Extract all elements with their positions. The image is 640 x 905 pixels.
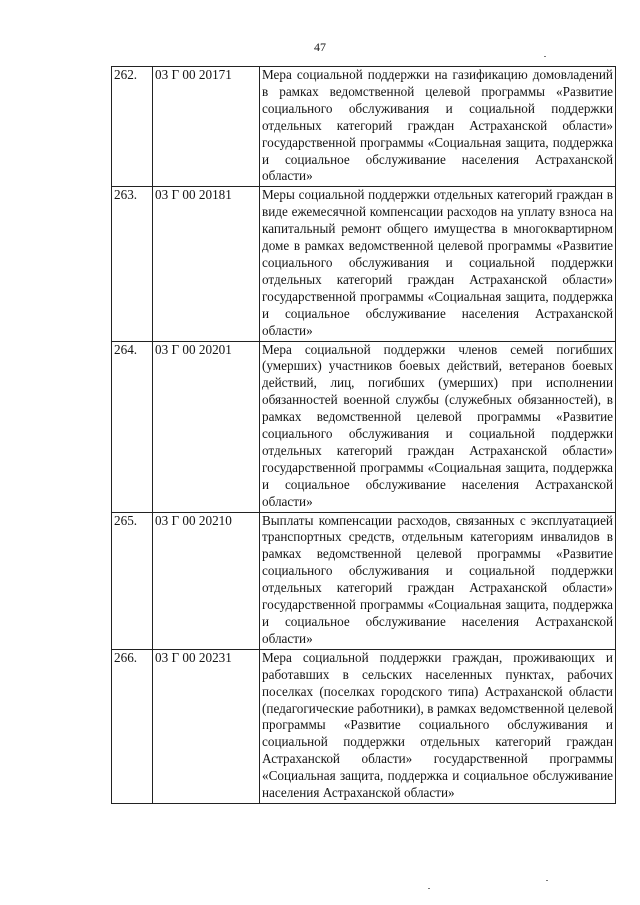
classification-code: 03 Г 00 20210 — [153, 512, 260, 649]
row-description: Меры социальной поддержки отдельных категорий граждан в виде ежемесячной компенсации расходов на уплату взноса на капитальный ремонт общего имущества в многоквартирном доме в рамках ведомственной целевой программы «Развитие социального обслуживания и социальной поддержки отдельных категорий граждан Астраханской области» государственной программы «Социальная защита, поддержка и социальное обслуживание населения Астраханской области» — [260, 187, 616, 341]
table-row — [112, 341, 616, 512]
row-description: Выплаты компенсации расходов, связанных с эксплуатацией транспортных средств, отдельным категориям инвалидов в рамках ведомственной целевой программы «Развитие социального обслуживания и социальной поддержки отдельных категорий граждан Астраханской области» государственной программы «Социальная защита, поддержка и социальное обслуживание населения Астраханской области» — [260, 512, 616, 649]
row-description: Мера социальной поддержки членов семей погибших (умерших) участников боевых действий, ветеранов боевых действий, лиц, погибших (умерших) при исполнении обязанностей военной службы (служебных обязанностей), в рамках ведомственной целевой программы «Развитие социального обслуживания и социальной поддержки отдельных категорий граждан Астраханской области» государственной программы «Социальная защита, поддержка и социальное обслуживание населения Астраханской области» — [260, 341, 616, 512]
scan-speck — [546, 880, 548, 881]
row-number: 265. — [112, 512, 153, 649]
table-row — [112, 649, 616, 803]
scan-speck — [428, 888, 430, 889]
budget-classification-table — [111, 66, 616, 804]
table-row — [112, 187, 616, 341]
page-number: 47 — [314, 40, 326, 54]
row-number: 262. — [112, 67, 153, 187]
classification-code: 03 Г 00 20171 — [153, 67, 260, 187]
table-row — [112, 67, 616, 187]
classification-code: 03 Г 00 20201 — [153, 341, 260, 512]
row-description: Мера социальной поддержки на газификацию домовладений в рамках ведомственной целевой программы «Развитие социального обслуживания и социальной поддержки отдельных категорий граждан Астраханской области» государственной программы «Социальная защита, поддержка и социальное обслуживание населения Астраханской области» — [260, 67, 616, 187]
row-description: Мера социальной поддержки граждан, проживающих и работавших в сельских населенных пунктах, рабочих поселках (поселках городского типа) Астраханской области (педагогические работники), в рамках ведомственной целевой программы «Развитие социального обслуживания и социальной поддержки отдельных категорий граждан Астраханской области» государственной программы «Социальная защита, поддержка и социальное обслуживание населения Астраханской области» — [260, 649, 616, 803]
scan-speck — [544, 56, 546, 57]
row-number: 266. — [112, 649, 153, 803]
table-row — [112, 512, 616, 649]
classification-code: 03 Г 00 20181 — [153, 187, 260, 341]
row-number: 263. — [112, 187, 153, 341]
classification-code: 03 Г 00 20231 — [153, 649, 260, 803]
row-number: 264. — [112, 341, 153, 512]
